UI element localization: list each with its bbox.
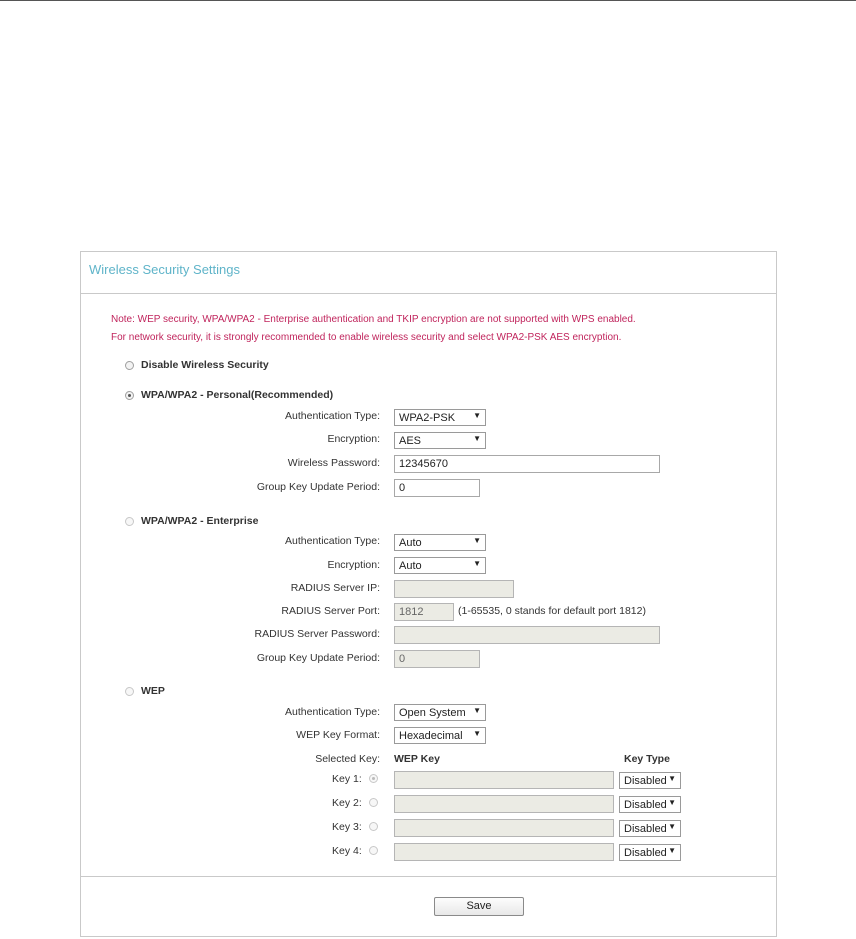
- wep-format-label: WEP Key Format:: [296, 729, 380, 741]
- key-2-type-select[interactable]: [619, 796, 681, 813]
- personal-enc-select[interactable]: [394, 432, 486, 449]
- panel-title: Wireless Security Settings: [89, 262, 240, 277]
- wep-format-select[interactable]: [394, 727, 486, 744]
- key-2-radio[interactable]: [369, 798, 378, 807]
- personal-auth-label: Authentication Type:: [285, 410, 380, 422]
- radius-port-input[interactable]: 1812: [394, 603, 454, 621]
- key-3-label: Key 3:: [332, 821, 362, 833]
- chevron-down-icon: ▼: [668, 846, 676, 855]
- key-2-input[interactable]: [394, 795, 614, 813]
- enterprise-gk-label: Group Key Update Period:: [256, 652, 380, 664]
- wep-label: WEP: [141, 685, 165, 697]
- radius-password-label: RADIUS Server Password:: [254, 628, 380, 640]
- chevron-down-icon: ▼: [668, 798, 676, 807]
- key-3-input[interactable]: [394, 819, 614, 837]
- wep-auth-value: Open System: [399, 707, 466, 719]
- key-1-radio[interactable]: [369, 774, 378, 783]
- key-2-label: Key 2:: [332, 797, 362, 809]
- wep-format-value: Hexadecimal: [399, 730, 463, 742]
- key-4-type-select[interactable]: [619, 844, 681, 861]
- enterprise-enc-value: Auto: [399, 560, 422, 572]
- key-4-type-value: Disabled: [624, 847, 667, 859]
- key-1-input[interactable]: [394, 771, 614, 789]
- key-1-label: Key 1:: [332, 773, 362, 785]
- top-divider: [0, 0, 856, 1]
- chevron-down-icon: ▼: [473, 706, 481, 715]
- key-4-radio[interactable]: [369, 846, 378, 855]
- key-4-label: Key 4:: [332, 845, 362, 857]
- chevron-down-icon: ▼: [668, 822, 676, 831]
- wep-radio[interactable]: [125, 687, 134, 696]
- enterprise-auth-value: Auto: [399, 537, 422, 549]
- key-2-type-value: Disabled: [624, 799, 667, 811]
- personal-enc-value: AES: [399, 435, 422, 447]
- wep-key-header: WEP Key: [394, 753, 440, 765]
- radius-port-hint: (1-65535, 0 stands for default port 1812): [458, 605, 646, 617]
- chevron-down-icon: ▼: [473, 729, 481, 738]
- wireless-security-panel: [80, 251, 777, 937]
- radius-ip-input[interactable]: [394, 580, 514, 598]
- footer-divider: [81, 876, 776, 877]
- chevron-down-icon: ▼: [473, 434, 481, 443]
- radius-ip-label: RADIUS Server IP:: [290, 582, 380, 594]
- personal-auth-value: WPA2-PSK: [399, 412, 456, 424]
- disable-security-radio[interactable]: [125, 361, 134, 370]
- radius-password-input[interactable]: [394, 626, 660, 644]
- chevron-down-icon: ▼: [473, 411, 481, 420]
- wpa-enterprise-label: WPA/WPA2 - Enterprise: [141, 515, 259, 527]
- enterprise-enc-label: Encryption:: [327, 559, 380, 571]
- key-4-input[interactable]: [394, 843, 614, 861]
- wep-auth-label: Authentication Type:: [285, 706, 380, 718]
- personal-auth-select[interactable]: [394, 409, 486, 426]
- wireless-password-input[interactable]: 12345670: [394, 455, 660, 473]
- radius-port-label: RADIUS Server Port:: [281, 605, 380, 617]
- key-3-radio[interactable]: [369, 822, 378, 831]
- personal-gk-label: Group Key Update Period:: [256, 481, 380, 493]
- save-button[interactable]: Save: [434, 897, 524, 916]
- chevron-down-icon: ▼: [668, 774, 676, 783]
- key-3-type-select[interactable]: [619, 820, 681, 837]
- title-divider: [81, 293, 776, 294]
- key-1-type-value: Disabled: [624, 775, 667, 787]
- enterprise-auth-label: Authentication Type:: [285, 535, 380, 547]
- selected-key-label: Selected Key:: [315, 753, 380, 765]
- wpa-personal-radio[interactable]: [125, 391, 134, 400]
- wpa-enterprise-radio[interactable]: [125, 517, 134, 526]
- key-type-header: Key Type: [624, 753, 670, 765]
- wep-auth-select[interactable]: [394, 704, 486, 721]
- personal-enc-label: Encryption:: [327, 433, 380, 445]
- disable-security-label: Disable Wireless Security: [141, 359, 269, 371]
- enterprise-enc-select[interactable]: [394, 557, 486, 574]
- chevron-down-icon: ▼: [473, 559, 481, 568]
- note-line-2: For network security, it is strongly recommended to enable wireless security and select WPA2-PSK AES encryption.: [111, 332, 622, 343]
- wpa-personal-label: WPA/WPA2 - Personal(Recommended): [141, 389, 334, 401]
- key-3-type-value: Disabled: [624, 823, 667, 835]
- note-line-1: Note: WEP security, WPA/WPA2 - Enterprise authentication and TKIP encryption are not supported with WPS enabled.: [111, 314, 636, 325]
- enterprise-auth-select[interactable]: [394, 534, 486, 551]
- wireless-password-label: Wireless Password:: [287, 457, 380, 469]
- enterprise-gk-input[interactable]: 0: [394, 650, 480, 668]
- key-1-type-select[interactable]: [619, 772, 681, 789]
- chevron-down-icon: ▼: [473, 536, 481, 545]
- personal-gk-input[interactable]: 0: [394, 479, 480, 497]
